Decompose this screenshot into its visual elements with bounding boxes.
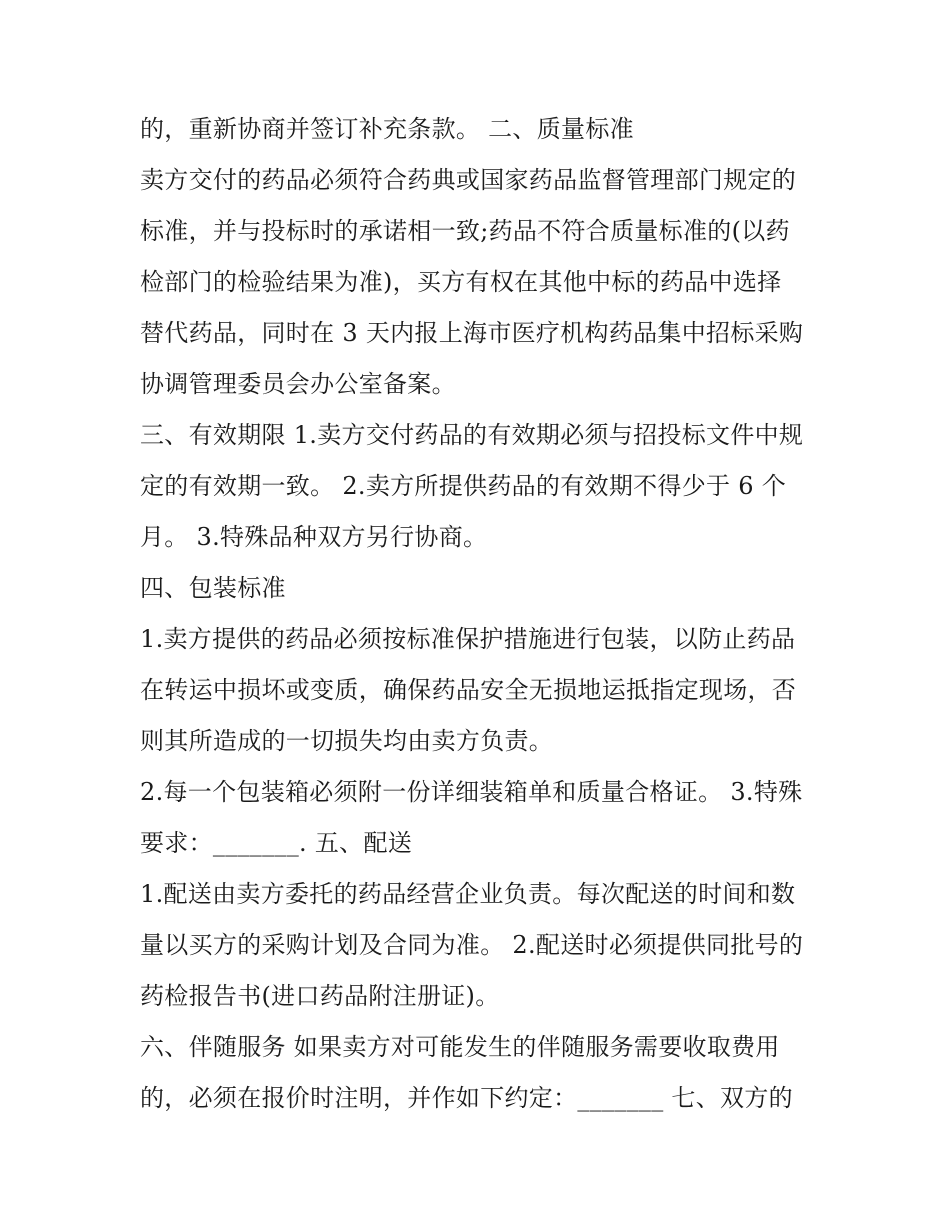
text-line: 六、伴随服务 如果卖方对可能发生的伴随服务需要收取费用 — [140, 1033, 780, 1061]
text-line: 1.配送由卖方委托的药品经营企业负责。每次配送的时间和数 — [140, 880, 796, 908]
text-line: 卖方交付的药品必须符合药典或国家药品监督管理部门规定的 — [140, 166, 797, 194]
text-line: 检部门的检验结果为准)，买方有权在其他中标的药品中选择 — [140, 268, 782, 296]
text-line: 的，重新协商并签订补充条款。 二、质量标准 — [140, 115, 634, 143]
text-line: 量以买方的采购计划及合同为准。 2.配送时必须提供同批号的 — [140, 931, 804, 959]
text-line: 则其所造成的一切损失均由卖方负责。 — [140, 727, 554, 755]
text-line: 要求：_______. 五、配送 — [140, 829, 413, 857]
text-line: 药检报告书(进口药品附注册证)。 — [140, 982, 500, 1010]
text-line: 三、有效期限 1.卖方交付药品的有效期必须与招投标文件中规 — [140, 421, 804, 449]
text-line: 1.卖方提供的药品必须按标准保护措施进行包装，以防止药品 — [140, 625, 796, 653]
text-line: 四、包装标准 — [140, 574, 286, 602]
text-line: 在转运中损坏或变质，确保药品安全无损地运抵指定现场，否 — [140, 676, 797, 704]
text-line: 协调管理委员会办公室备案。 — [140, 370, 456, 398]
text-line: 月。 3.特殊品种双方另行协商。 — [140, 523, 488, 551]
text-line: 2.每一个包装箱必须附一份详细装箱单和质量合格证。 3.特殊 — [140, 778, 803, 806]
text-line: 标准，并与投标时的承诺相一致;药品不符合质量标准的(以药 — [140, 217, 790, 245]
text-line: 的，必须在报价时注明，并作如下约定：_______ 七、双方的 — [140, 1084, 793, 1112]
text-line: 替代药品，同时在 3 天内报上海市医疗机构药品集中招标采购 — [140, 319, 804, 347]
text-line: 定的有效期一致。 2.卖方所提供药品的有效期不得少于 6 个 — [140, 472, 787, 500]
document-body — [140, 104, 820, 1124]
